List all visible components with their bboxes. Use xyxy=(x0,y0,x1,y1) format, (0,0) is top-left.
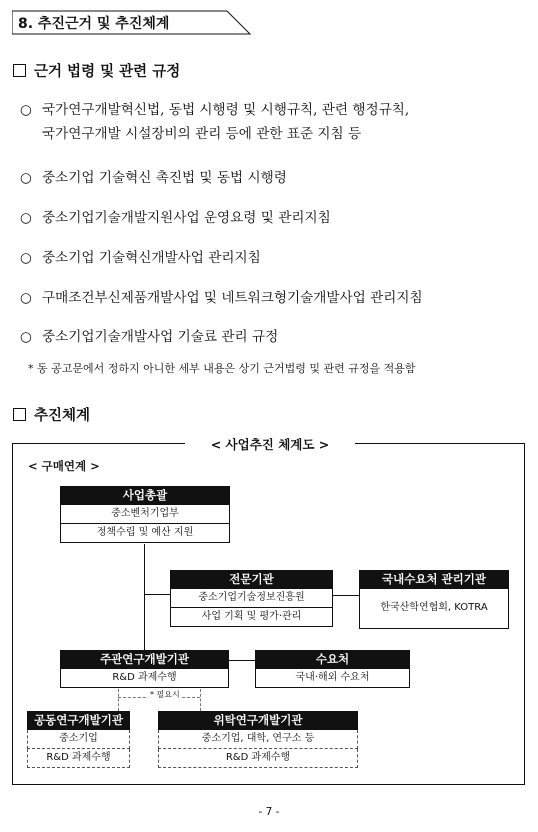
connector-vertical xyxy=(144,544,145,650)
node-demand-mgmt-title: 국내수요처 관리기관 xyxy=(359,570,509,589)
node-demand-row: 국내·해외 수요처 xyxy=(255,669,410,688)
basis-heading xyxy=(13,60,180,81)
node-lead-title: 주관연구개발기관 xyxy=(60,650,229,669)
list-item: ○ 중소기업 기술혁신개발사업 관리지침 xyxy=(20,250,261,266)
node-demand xyxy=(255,650,410,688)
node-expert xyxy=(170,570,333,627)
checkbox-square-icon xyxy=(13,408,26,421)
node-general-title: 사업총괄 xyxy=(60,486,230,505)
list-item: ○ 중소기업기술개발지원사업 운영요령 및 관리지침 xyxy=(20,210,331,226)
node-expert-row: 사업 기획 및 평가·관리 xyxy=(170,608,333,627)
list-item: ○ 중소기업기술개발사업 기술료 관리 규정 xyxy=(20,329,279,345)
node-demand-title: 수요처 xyxy=(255,650,410,669)
node-consign xyxy=(158,711,358,768)
node-joint-row: 중소기업 xyxy=(27,730,130,749)
node-consign-row: 중소기업, 대학, 연구소 등 xyxy=(158,730,358,749)
node-general-row: 중소벤처기업부 xyxy=(60,505,230,524)
node-joint-row: R&D 과제수행 xyxy=(27,749,130,768)
diagram-title: < 사업추진 체계도 > xyxy=(185,435,355,453)
diagram-sub-label: < 구매연계 > xyxy=(28,459,100,473)
node-consign-title: 위탁연구개발기관 xyxy=(158,711,358,730)
circle-bullet-icon: ○ xyxy=(20,290,32,306)
footnote: * 동 공고문에서 정하지 아니한 세부 내용은 상기 근거법령 및 관련 규정을 적용함 xyxy=(28,362,416,375)
circle-bullet-icon: ○ xyxy=(20,329,32,345)
section-title-text: 8. 추진근거 및 추진체계 xyxy=(18,16,170,32)
node-demand-mgmt-row: 한국산학연협회, KOTRA xyxy=(359,589,509,629)
list-item: ○ 구매조건부신제품개발사업 및 네트워크형기술개발사업 관리지침 xyxy=(20,290,423,306)
node-joint xyxy=(27,711,130,768)
node-demand-mgmt xyxy=(359,570,509,629)
node-general xyxy=(60,486,230,543)
node-expert-title: 전문기관 xyxy=(170,570,333,589)
list-item-continuation: 국가연구개발 시설장비의 관리 등에 관한 표준 지침 등 xyxy=(42,126,362,142)
list-item: ○ 국가연구개발혁신법, 동법 시행령 및 시행규칙, 관련 행정규칙, xyxy=(20,102,410,118)
circle-bullet-icon: ○ xyxy=(20,102,32,118)
node-joint-title: 공동연구개발기관 xyxy=(27,711,130,730)
node-lead-row: R&D 과제수행 xyxy=(60,669,229,688)
connector-to-expert xyxy=(144,594,170,595)
circle-bullet-icon: ○ xyxy=(20,170,32,186)
list-item: ○ 중소기업 기술혁신 촉진법 및 동법 시행령 xyxy=(20,170,287,186)
node-expert-row: 중소기업기술정보진흥원 xyxy=(170,589,333,608)
node-consign-row: R&D 과제수행 xyxy=(158,749,358,768)
node-general-row: 정책수립 및 예산 지원 xyxy=(60,524,230,543)
optional-note: * 필요시 xyxy=(150,690,180,699)
system-heading xyxy=(13,404,90,425)
connector-lead-demand xyxy=(229,660,255,661)
node-lead xyxy=(60,650,229,688)
page-number: - 7 - xyxy=(258,806,280,818)
dashed-connector-joint xyxy=(118,689,119,711)
circle-bullet-icon: ○ xyxy=(20,210,32,226)
circle-bullet-icon: ○ xyxy=(20,250,32,266)
basis-heading-text: 근거 법령 및 관련 규정 xyxy=(34,64,181,80)
system-heading-text: 추진체계 xyxy=(34,408,91,424)
checkbox-square-icon xyxy=(13,64,26,77)
dashed-connector-consign xyxy=(200,689,201,711)
connector-expert-demand-mgmt xyxy=(333,595,359,596)
